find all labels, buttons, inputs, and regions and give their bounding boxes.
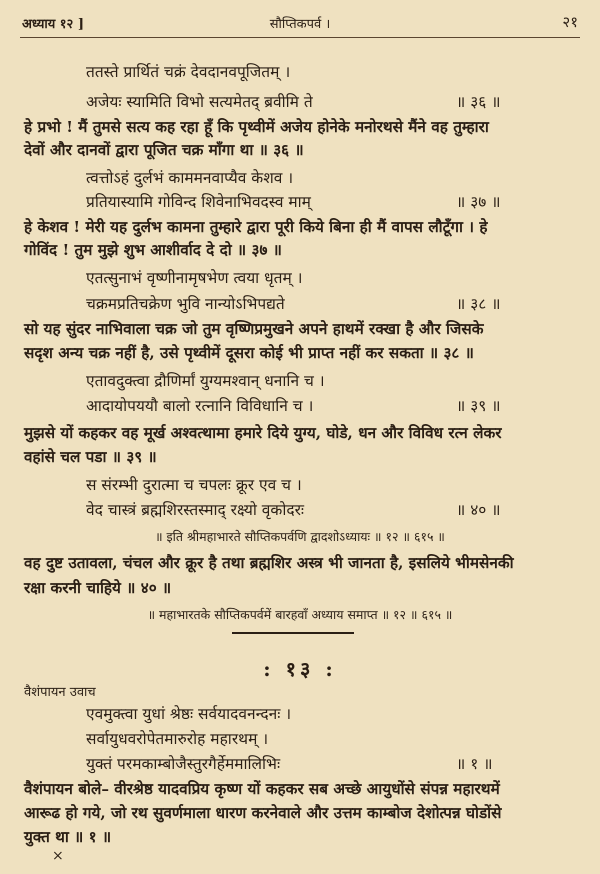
chapter-ref: अध्याय १२ ]: [22, 17, 84, 32]
footnote-mark: ×: [52, 848, 64, 864]
verse-line: वेद चास्त्रं ब्रह्मशिरस्तस्माद् रक्ष्यो वृकोदरः: [86, 501, 305, 519]
verse-line: ततस्ते प्रार्थितं चक्रं देवदानवपूजितम् ।: [86, 63, 291, 81]
chapter-marker: : १३ :: [263, 657, 337, 681]
prose-line: हे केशव ! मेरी यह दुर्लभ कामना तुम्हारे द्वारा पूरी किये बिना ही मैं वापस लौटूँगा । हे: [24, 218, 488, 236]
prose-line: देवों और दानवों द्वारा पूजित चक्र माँगा था ॥ ३६ ॥: [24, 141, 304, 159]
prose-line: मुझसे यों कहकर वह मूर्ख अश्वत्थामा हमारे दिये युग्य, घोडे, धन और विविध रत्न लेकर: [24, 424, 502, 442]
verse-line: चक्रमप्रतिचक्रेण भुवि नान्योऽभिपद्यते: [86, 295, 285, 313]
verse-line: सर्वायुधवरोपेतमारुरोह महारथम् ।: [86, 730, 269, 748]
prose-line: सो यह सुंदर नाभिवाला चक्र जो तुम वृष्णिप्रमुखने अपने हाथमें रक्खा है और जिसके: [24, 320, 484, 338]
verse-line: एतावदुक्त्वा द्रौणिर्मां युग्यमश्वान् धनानि च ।: [86, 372, 325, 390]
prose-line: आरूढ हो गये, जो रथ सुवर्णमाला धारण करनेवाले और उत्तम काम्बोज देशोत्पन्न घोडोंसे: [24, 804, 502, 822]
verse-number: ॥ १ ॥: [456, 755, 493, 773]
prose-line: वहांसे चल पडा ॥ ३९ ॥: [24, 448, 157, 466]
page-number: २१: [562, 13, 578, 31]
book-title: सौप्तिकपर्व ।: [269, 17, 331, 32]
verse-number: ॥ ३८ ॥: [456, 295, 501, 313]
verse-line: प्रतियास्यामि गोविन्द शिवेनाभिवदस्व माम्: [86, 193, 311, 211]
chapter-divider: [232, 632, 354, 634]
running-header: [22, 10, 578, 38]
prose-line: रक्षा करनी चाहिये ॥ ४० ॥: [24, 579, 172, 597]
prose-line: वह दुष्ट उतावला, चंचल और क्रूर है तथा ब्रह्मशिर अस्त्र भी जानता है, इसलिये भीमसेनकी: [24, 554, 514, 572]
verse-line: त्वत्तोऽहं दुर्लभं काममनवाप्यैव केशव ।: [86, 169, 294, 187]
prose-line: गोविंद ! तुम मुझे शुभ आशीर्वाद दे दो ॥ ३७ ॥: [24, 241, 282, 259]
verse-number: ॥ ३६ ॥: [456, 93, 501, 111]
prose-line: हे प्रभो ! मैं तुमसे सत्य कह रहा हूँ कि पृथ्वीमें अजेय होनेके मनोरथसे मैंने वह तुम्हारा: [24, 118, 489, 136]
verse-line: स संरम्भी दुरात्मा च चपलः क्रूर एव च ।: [86, 476, 302, 494]
prose-line: वैशंपायन बोले– वीरश्रेष्ठ यादवप्रिय कृष्ण यों कहकर सब अच्छे आयुधोंसे संपन्न महारथमें: [24, 780, 500, 798]
prose-line: युक्त था ॥ १ ॥: [24, 828, 112, 846]
verse-line: आदायोपययौ बालो रत्नानि विविधानि च ।: [86, 397, 314, 415]
verse-line: युक्तं परमकाम्बोजैस्तुरगैर्हेममालिभिः: [86, 755, 281, 773]
verse-number: ॥ ४० ॥: [456, 501, 501, 519]
verse-number: ॥ ३७ ॥: [456, 193, 501, 211]
verse-line: अजेयः स्यामिति विभो सत्यमेतद् ब्रवीमि ते: [86, 93, 313, 111]
verse-line: एवमुक्त्वा युधां श्रेष्ठः सर्वयादवनन्दनः ।: [86, 705, 292, 723]
verse-line: एतत्सुनाभं वृष्णीनामृषभेण त्वया धृतम् ।: [86, 269, 303, 287]
verse-number: ॥ ३९ ॥: [456, 397, 501, 415]
prose-line: सदृश अन्य चक्र नहीं है, उसे पृथ्वीमें दूसरा कोई भी प्राप्त नहीं कर सकता ॥ ३८ ॥: [24, 344, 474, 362]
hindi-colophon: ॥ महाभारतके सौप्तिकपर्वमें बारहवाँ अध्याय समाप्त ॥ १२ ॥ ६१५ ॥: [147, 607, 453, 622]
speaker-label: वैशंपायन उवाच: [24, 685, 96, 700]
header-rule: [20, 37, 580, 38]
sanskrit-colophon: ॥ इति श्रीमहाभारते सौप्तिकपर्वणि द्वादशोऽध्यायः ॥ १२ ॥ ६१५ ॥: [155, 529, 445, 544]
